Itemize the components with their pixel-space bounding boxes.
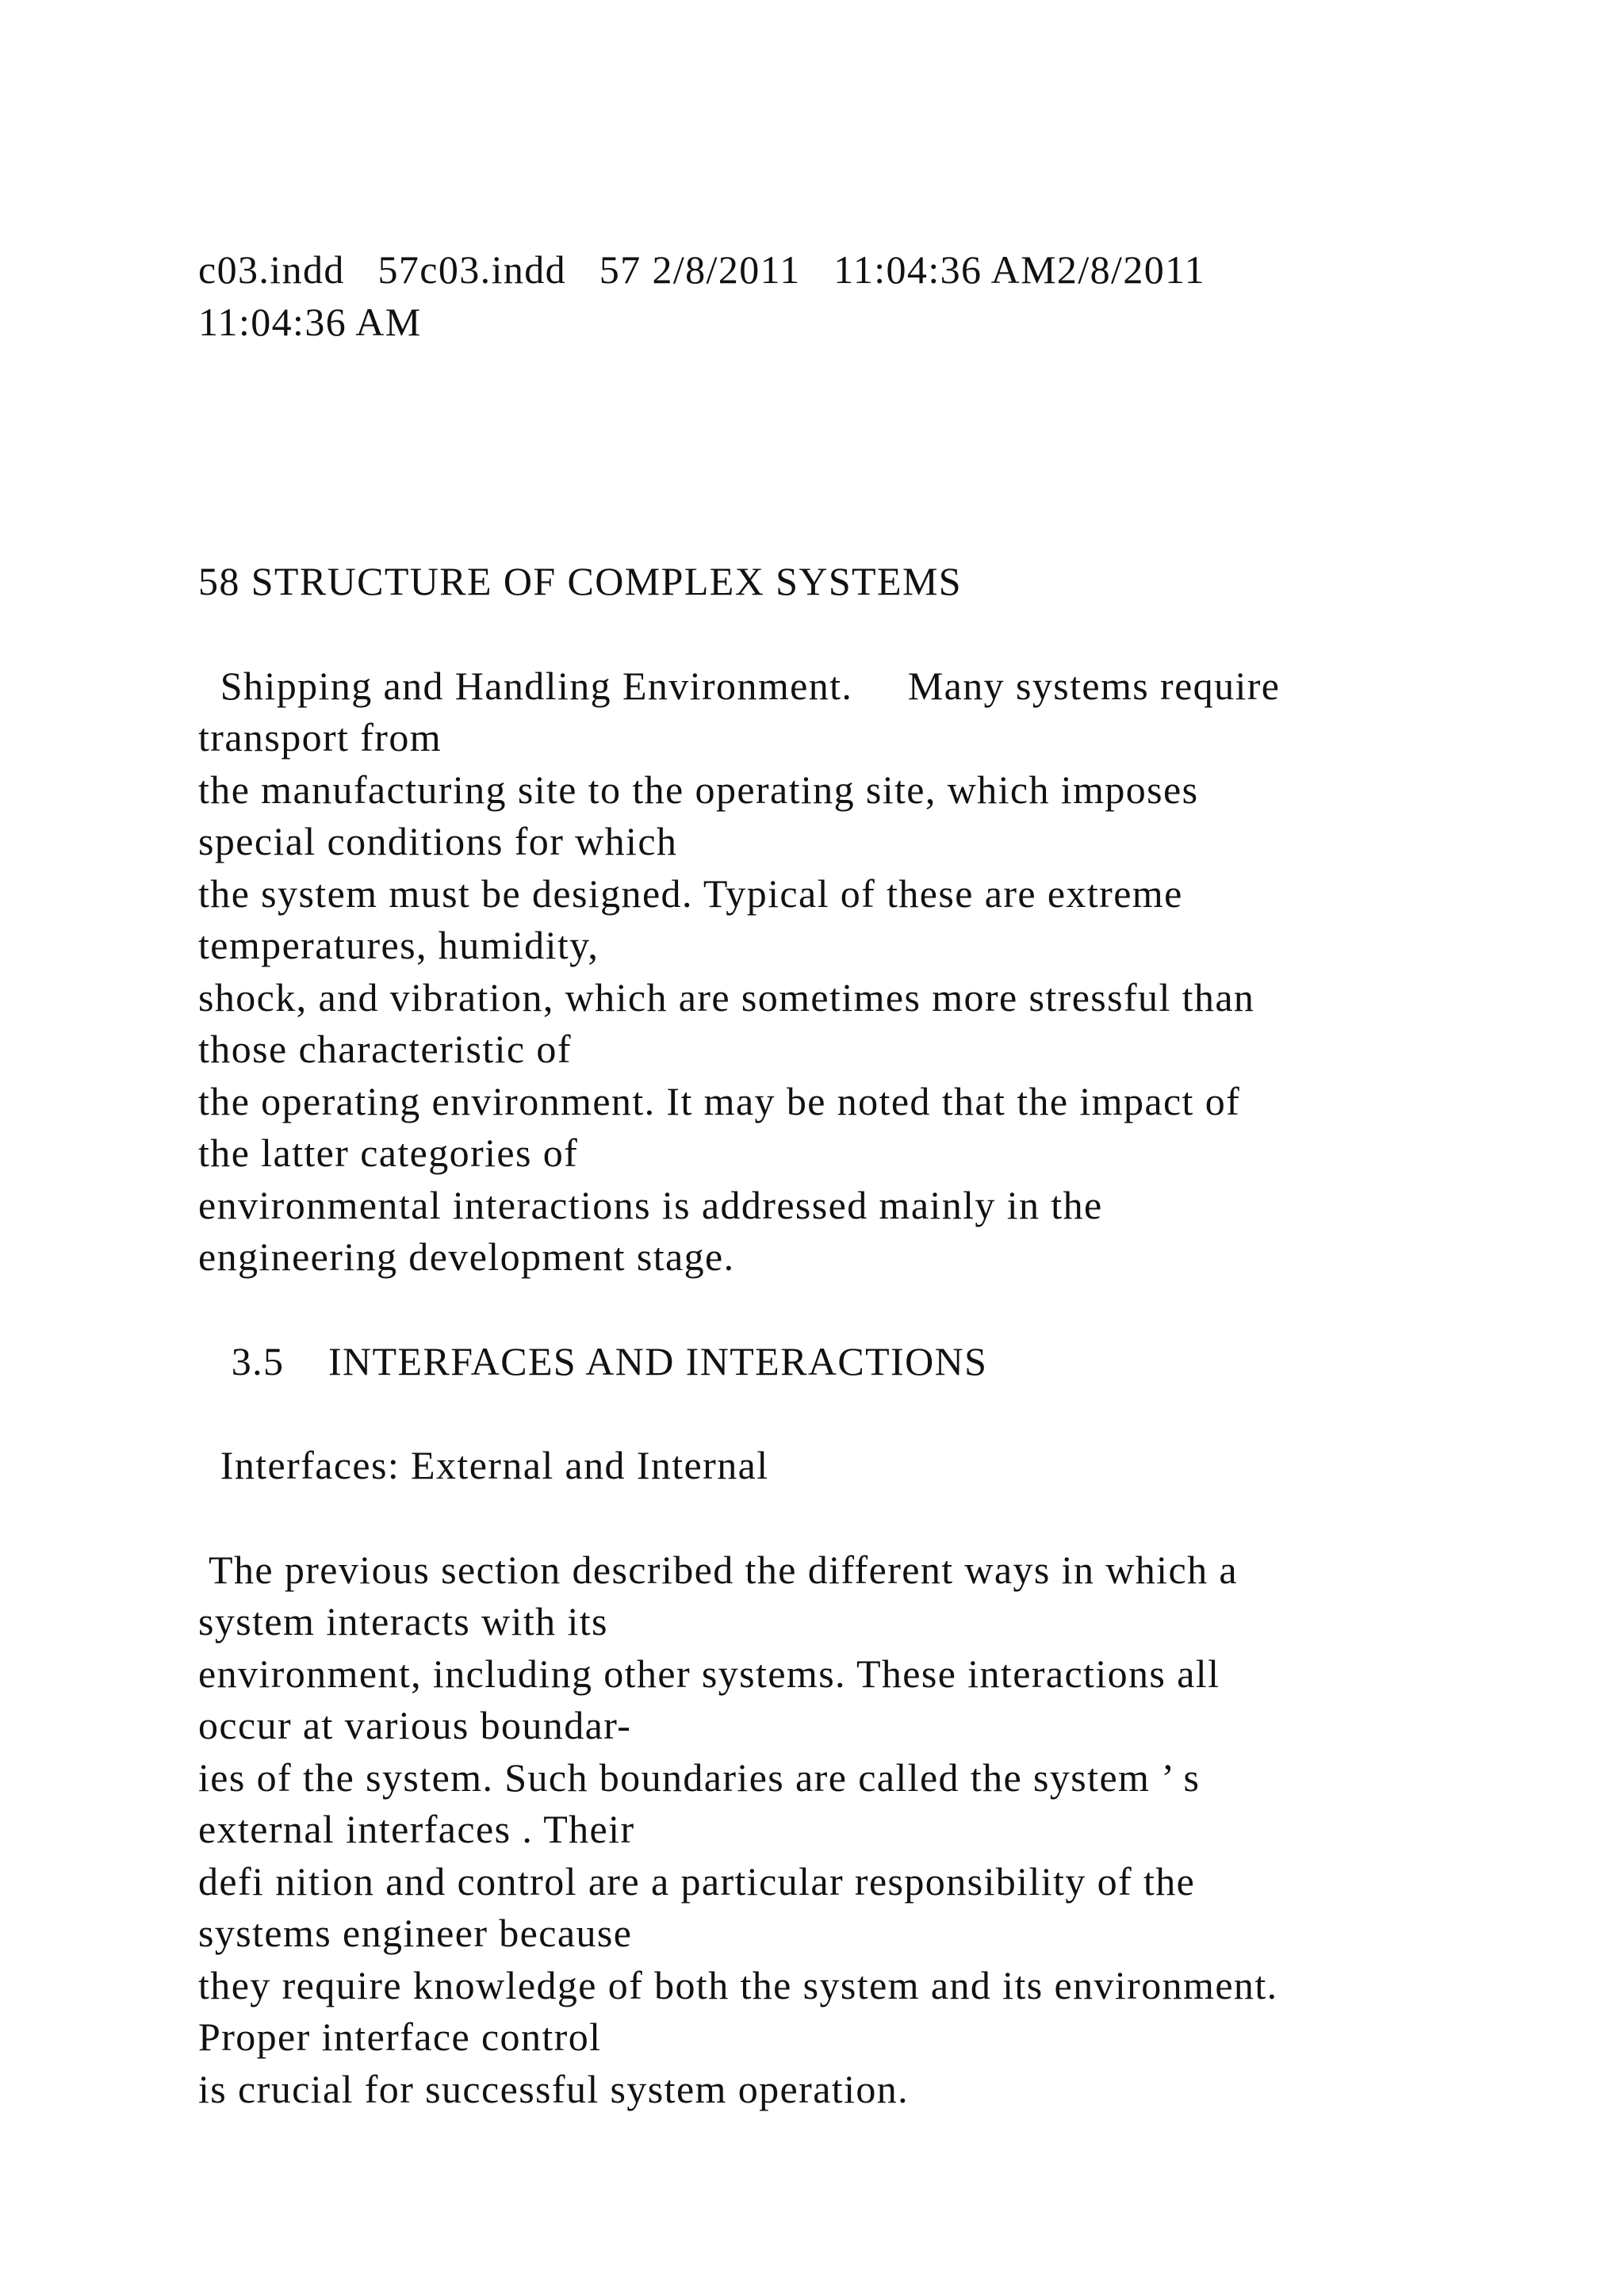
paragraph-shipping-handling: [198, 660, 1562, 1284]
running-head-text: 58 STRUCTURE OF COMPLEX SYSTEMS: [198, 559, 963, 603]
paragraph-line: system interacts with its: [198, 1599, 608, 1644]
paragraph-line: Proper interface control: [198, 2015, 602, 2059]
paragraph-line: those characteristic of: [198, 1027, 572, 1071]
paragraph-line: shock, and vibration, which are sometimes more stressful than: [198, 974, 1255, 1020]
paragraph-line: the operating environment. It may be noted that the impact of: [198, 1078, 1241, 1123]
paragraph-line: transport from: [198, 715, 442, 760]
spacer: [198, 1387, 1562, 1440]
paragraph-line: Shipping and Handling Environment. Many systems require: [198, 663, 1281, 708]
paragraph-line: ies of the system. Such boundaries are called the system ’ s: [198, 1755, 1201, 1800]
paragraph-line: engineering development stage.: [198, 1234, 735, 1279]
subsection-heading: [198, 1440, 1562, 1492]
section-heading: [198, 1336, 1562, 1388]
subsection-heading-text: Interfaces: External and Internal: [198, 1443, 769, 1487]
paragraph-line: is crucial for successful system operation.: [198, 2066, 910, 2111]
running-head: [198, 556, 1562, 608]
section-heading-text: 3.5 INTERFACES AND INTERACTIONS: [198, 1338, 988, 1383]
paragraph-line: temperatures, humidity,: [198, 923, 599, 967]
paragraph-line: the manufacturing site to the operating site, which imposes: [198, 767, 1199, 812]
paragraph-line: environment, including other systems. These interactions all: [198, 1651, 1220, 1696]
spacer: [198, 608, 1562, 660]
paragraph-line: defi nition and control are a particular responsibility of the: [198, 1858, 1196, 1904]
spacer: [198, 1284, 1562, 1336]
document-page: [198, 244, 1562, 2115]
spacer: [198, 348, 1562, 556]
paragraph-line: special conditions for which: [198, 819, 678, 863]
paragraph-line: the latter categories of: [198, 1131, 579, 1175]
file-header-line: 11:04:36 AM: [198, 299, 422, 344]
paragraph-line: the system must be designed. Typical of these are extreme: [198, 871, 1183, 916]
paragraph-line: environmental interactions is addressed mainly in the: [198, 1182, 1103, 1227]
paragraph-line: systems engineer because: [198, 1911, 633, 1955]
spacer: [198, 1492, 1562, 1544]
file-header-line: c03.indd 57c03.indd 57 2/8/2011 11:04:36 AM2/8/2011: [198, 247, 1206, 292]
paragraph-line: they require knowledge of both the system and its environment.: [198, 1962, 1278, 2007]
paragraph-line: occur at various boundar-: [198, 1703, 632, 1747]
file-header: [198, 244, 1562, 348]
paragraph-interfaces: [198, 1544, 1562, 2116]
paragraph-line: The previous section described the different ways in which a: [198, 1547, 1238, 1592]
paragraph-line: external interfaces . Their: [198, 1807, 635, 1851]
